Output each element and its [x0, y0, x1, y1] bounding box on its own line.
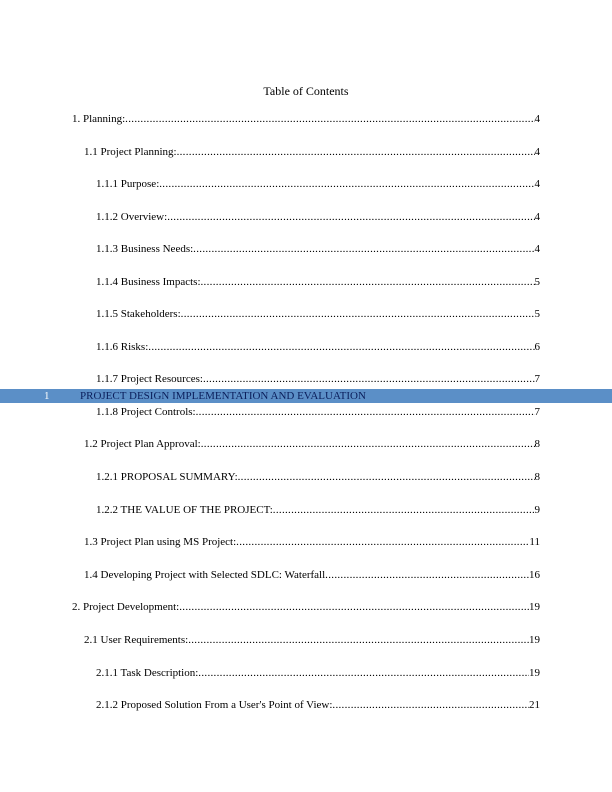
dot-leader [201, 275, 535, 289]
toc-entry-label: 1.1.2 Overview: [96, 211, 168, 223]
toc-entry-label: 1.4 Developing Project with Selected SDLC: Waterfall [84, 569, 326, 581]
toc-entry-label: 2. Project Development: [72, 601, 180, 613]
toc-entry[interactable] [96, 503, 540, 517]
toc-entry-page: 8 [534, 438, 540, 450]
toc-entry-label: 1.1.4 Business Impacts: [96, 276, 201, 288]
dot-leader [177, 145, 535, 159]
toc-entry[interactable] [96, 340, 540, 354]
dot-leader [273, 503, 535, 517]
toc-entry-label: 1.1.3 Business Needs: [96, 243, 194, 255]
toc-entry[interactable] [84, 535, 540, 549]
dot-leader [159, 177, 534, 191]
dot-leader [238, 470, 535, 484]
dot-leader [167, 210, 534, 224]
toc-entry-page: 16 [529, 569, 540, 581]
toc-entry-page: 5 [534, 308, 540, 320]
header-page-number: 1 [44, 390, 50, 402]
toc-entry[interactable] [96, 470, 540, 484]
toc-entry-label: 1.1.1 Purpose: [96, 178, 160, 190]
toc-entry-label: 1.1.5 Stakeholders: [96, 308, 181, 320]
dot-leader [201, 437, 535, 451]
toc-title: Table of Contents [263, 84, 349, 98]
dot-leader [325, 568, 529, 582]
toc-entry[interactable] [84, 145, 540, 159]
toc-entry-page: 4 [534, 243, 540, 255]
toc-entry[interactable] [96, 372, 540, 386]
dot-leader [236, 535, 529, 549]
dot-leader [148, 340, 534, 354]
running-header-bar [0, 389, 612, 403]
toc-entry[interactable] [96, 242, 540, 256]
dot-leader [181, 307, 535, 321]
toc-entry-page: 5 [534, 276, 540, 288]
toc-entry-page: 21 [529, 699, 540, 711]
dot-leader [125, 112, 534, 126]
toc-entry-page: 4 [534, 113, 540, 125]
dot-leader [179, 600, 529, 614]
dot-leader [198, 666, 529, 680]
toc-entry[interactable] [96, 177, 540, 191]
dot-leader [203, 372, 535, 386]
toc-entry-label: 1.2.2 THE VALUE OF THE PROJECT: [96, 504, 273, 516]
dot-leader [193, 242, 534, 256]
toc-entry-label: 1.1.8 Project Controls: [96, 406, 196, 418]
toc-entry-page: 9 [534, 504, 540, 516]
dot-leader [196, 405, 535, 419]
toc-entry-label: 1.1.7 Project Resources: [96, 373, 203, 385]
toc-entry[interactable] [96, 405, 540, 419]
toc-entry[interactable] [84, 568, 540, 582]
toc-entry-label: 2.1.1 Task Description: [96, 667, 199, 679]
toc-entry-page: 19 [529, 601, 540, 613]
toc-entry-page: 19 [529, 667, 540, 679]
toc-entry[interactable] [96, 210, 540, 224]
toc-entry-label: 1.3 Project Plan using MS Project: [84, 536, 237, 548]
toc-entry-label: 1.2.1 PROPOSAL SUMMARY: [96, 471, 238, 483]
toc-entry-page: 4 [534, 146, 540, 158]
toc-entry[interactable] [84, 633, 540, 647]
toc-entry-page: 4 [534, 211, 540, 223]
toc-entry-page: 6 [534, 341, 540, 353]
toc-entry[interactable] [96, 275, 540, 289]
toc-entry-page: 4 [534, 178, 540, 190]
toc-entry-page: 8 [534, 471, 540, 483]
toc-entry[interactable] [96, 666, 540, 680]
toc-entry-label: 2.1 User Requirements: [84, 634, 189, 646]
toc-entry-label: 1.1 Project Planning: [84, 146, 177, 158]
dot-leader [332, 698, 529, 712]
toc-entry-label: 2.1.2 Proposed Solution From a User's Point of View: [96, 699, 333, 711]
toc-entry[interactable] [72, 112, 540, 126]
dot-leader [188, 633, 529, 647]
toc-entry[interactable] [72, 600, 540, 614]
toc-entry[interactable] [96, 307, 540, 321]
toc-entry-label: 1.2 Project Plan Approval: [84, 438, 201, 450]
toc-entry-page: 19 [529, 634, 540, 646]
toc-entry-page: 11 [529, 536, 540, 548]
toc-entry-page: 7 [534, 406, 540, 418]
toc-entry-page: 7 [534, 373, 540, 385]
toc-entry-label: 1. Planning: [72, 113, 126, 125]
header-title: PROJECT DESIGN IMPLEMENTATION AND EVALUATION [80, 390, 366, 402]
toc-entry-label: 1.1.6 Risks: [96, 341, 149, 353]
toc-entry[interactable] [84, 437, 540, 451]
toc-entry[interactable] [96, 698, 540, 712]
